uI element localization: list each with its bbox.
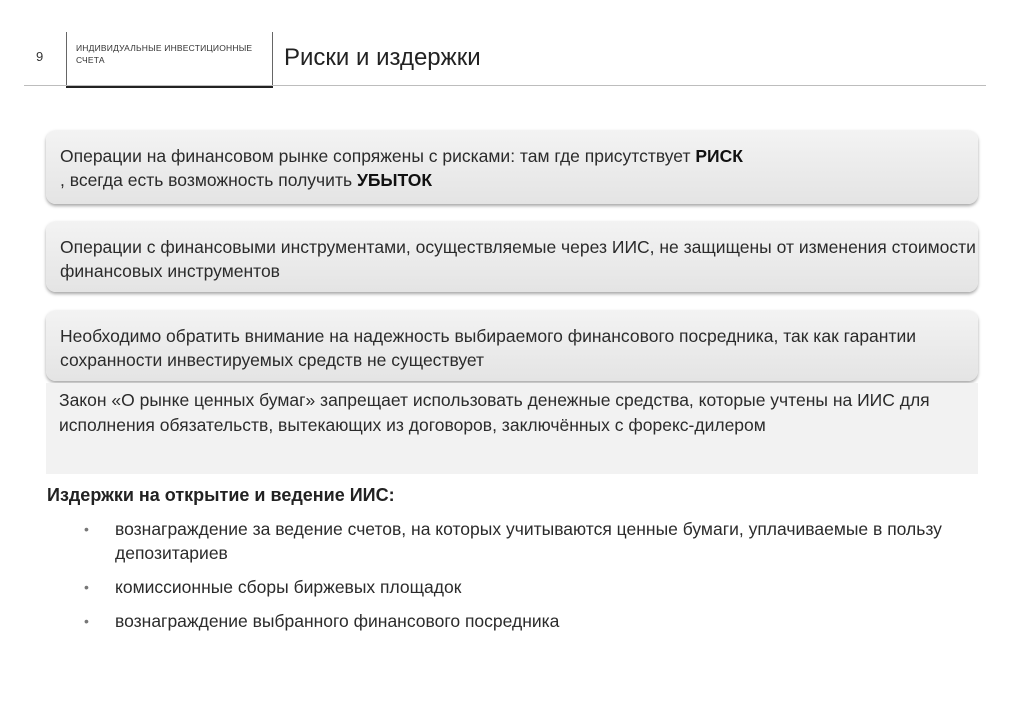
cost-item-1 (80, 517, 980, 565)
cost-item-2 (80, 575, 980, 599)
header-rule (24, 85, 986, 86)
law-note (46, 383, 978, 474)
section-label: ИНДИВИДУАЛЬНЫЕ ИНВЕСТИЦИОННЫЕ СЧЕТА (76, 43, 253, 65)
header-divider-left (66, 32, 67, 87)
cost-item-3-text: вознаграждение выбранного финансового посредника (115, 611, 560, 631)
bullet-icon: • (84, 579, 89, 595)
cost-list (80, 517, 980, 643)
loss-keyword: УБЫТОК (356, 170, 433, 190)
law-note-text: Закон «О рынке ценных бумаг» запрещает использовать денежные средства, которые учтены на ИИС для исполнения обязательств, вытекающих из договоров, заключённых с форекс-дилером (59, 390, 930, 435)
risk-card-2-text: Операции с финансовыми инструментами, осуществляемые через ИИС, не защищены от изменения стоимости финансовых инструментов (60, 237, 976, 281)
cost-item-3 (80, 609, 980, 633)
risk-card-1-text-start: Операции на финансовом рынке сопряжены с рисками: там где присутствует (60, 146, 696, 166)
header-divider-right (272, 32, 273, 87)
page-title: Риски и издержки (284, 44, 481, 71)
bullet-icon: • (84, 521, 89, 537)
cost-item-2-text: комиссионные сборы биржевых площадок (115, 577, 462, 597)
cost-item-1-text: вознаграждение за ведение счетов, на которых учитываются ценные бумаги, уплачиваемые в пользу депозитариев (115, 519, 942, 563)
risk-card-1-text-middle: , всегда есть возможность получить (60, 170, 357, 190)
risk-card-2 (46, 221, 978, 292)
costs-heading: Издержки на открытие и ведение ИИС: (47, 485, 395, 505)
risk-card-1 (46, 130, 978, 204)
risk-card-3 (46, 310, 978, 381)
bullet-icon: • (84, 613, 89, 629)
risk-card-3-text: Необходимо обратить внимание на надежность выбираемого финансового посредника, так как гарантии сохранности инвестируемых средств не существует (60, 326, 917, 370)
risk-keyword: РИСК (695, 146, 743, 166)
page-number: 9 (36, 49, 44, 64)
